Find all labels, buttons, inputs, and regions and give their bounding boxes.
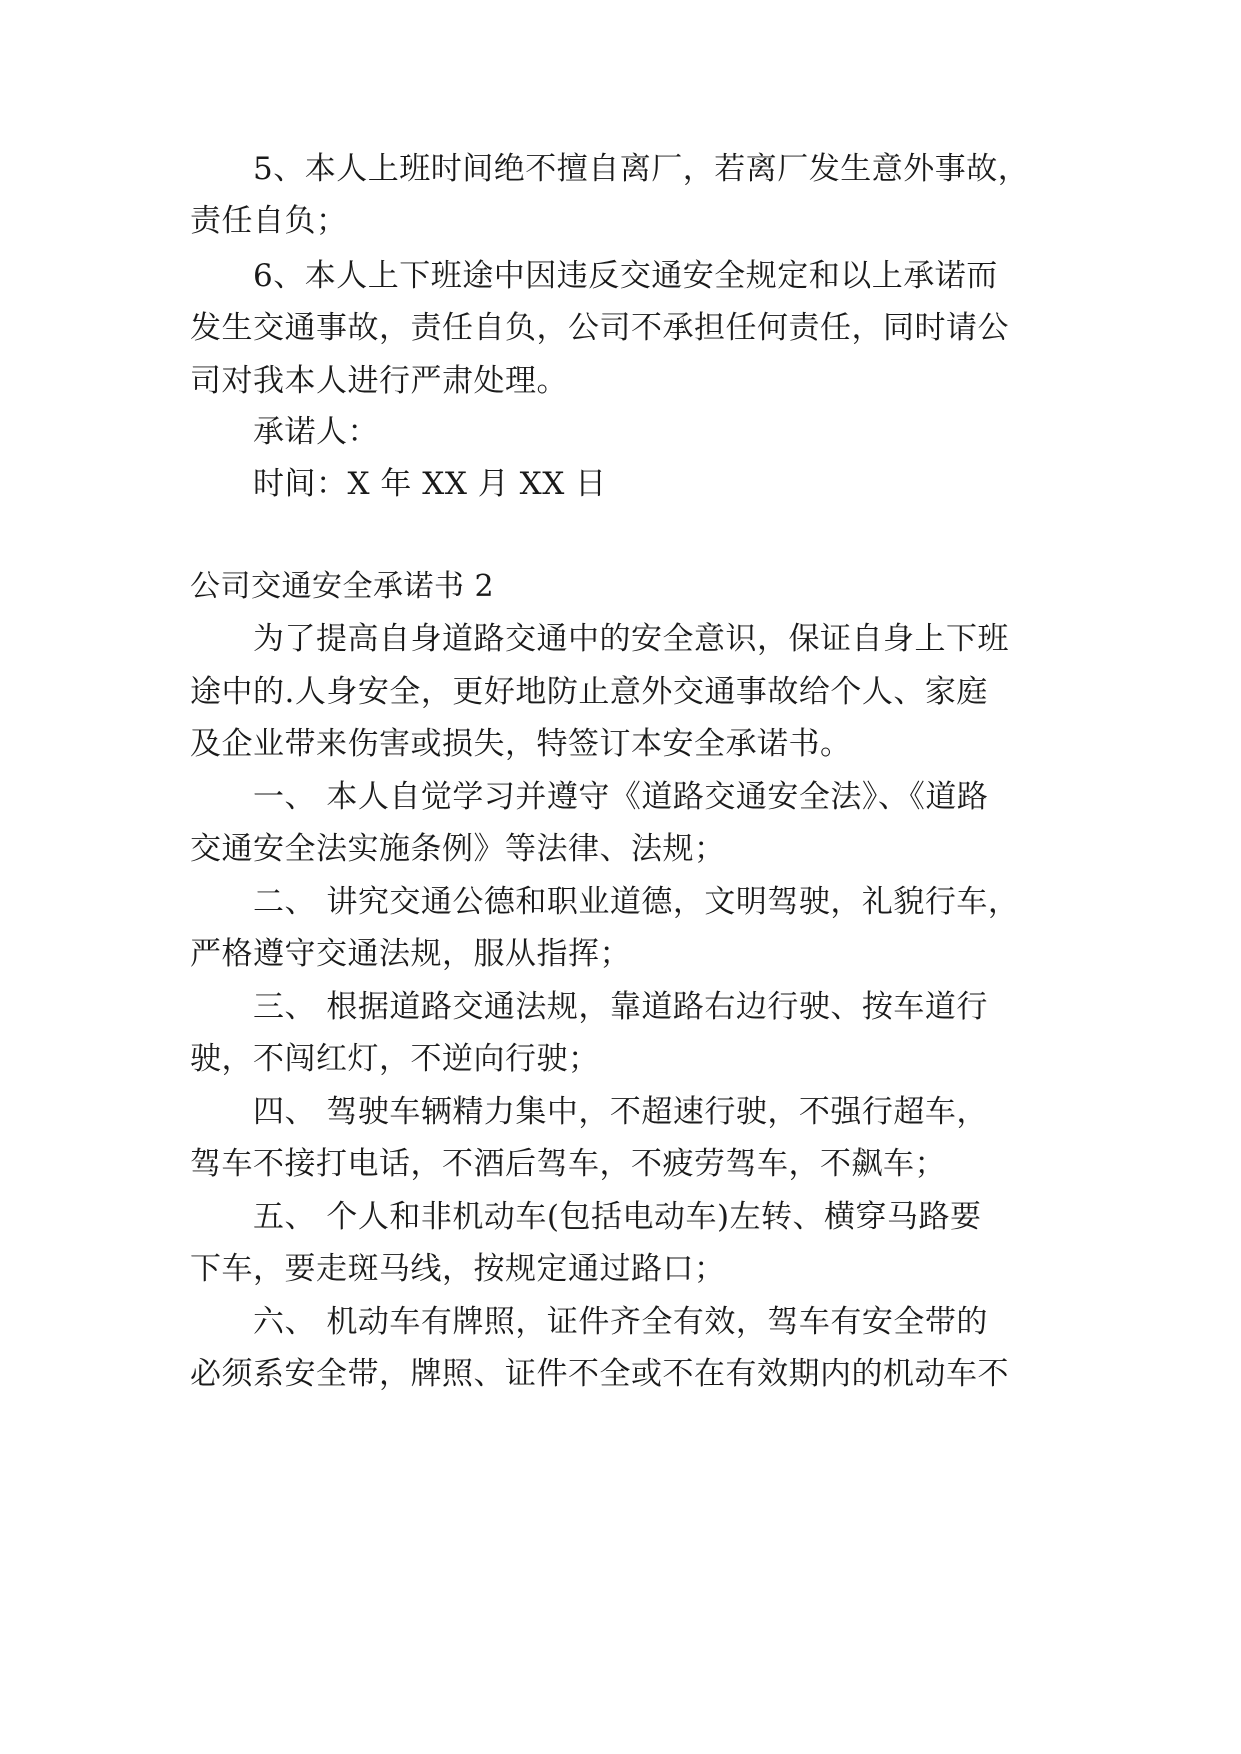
paragraph-line: 途中的.人身安全，更好地防止意外交通事故给个人、家庭 [190,674,988,710]
paragraph-line: 5、本人上班时间绝不擅自离厂，若离厂发生意外事故， [253,151,1030,187]
paragraph-line: 6、本人上下班途中因违反交通安全规定和以上承诺而 [253,258,998,294]
signatory-label: 承诺人： [253,414,379,450]
list-item-line: 驶，不闯红灯，不逆向行驶； [190,1041,600,1077]
paragraph-line: 司对我本人进行严肃处理。 [190,363,568,399]
paragraph-line: 责任自负； [190,203,348,239]
list-item-line: 严格遵守交通法规，服从指挥； [190,936,631,972]
list-item-line: 必须系安全带，牌照、证件不全或不在有效期内的机动车不 [190,1356,1009,1392]
list-item-line: 三、 根据道路交通法规，靠道路右边行驶、按车道行 [253,989,988,1025]
list-item-line: 六、 机动车有牌照，证件齐全有效，驾车有安全带的 [253,1304,988,1340]
list-item-line: 下车，要走斑马线，按规定通过路口； [190,1251,726,1287]
list-item-line: 五、 个人和非机动车(包括电动车)左转、横穿马路要 [253,1199,982,1235]
list-item-line: 交通安全法实施条例》等法律、法规； [190,831,726,867]
paragraph-line: 及企业带来伤害或损失，特签订本安全承诺书。 [190,726,852,762]
list-item-line: 二、 讲究交通公德和职业道德，文明驾驶，礼貌行车， [253,884,1020,920]
section-title: 公司交通安全承诺书 2 [190,569,495,604]
list-item-line: 四、 驾驶车辆精力集中，不超速行驶，不强行超车， [253,1094,988,1130]
list-item-line: 驾车不接打电话，不酒后驾车，不疲劳驾车，不飙车； [190,1146,946,1182]
list-item-line: 一、 本人自觉学习并遵守《道路交通安全法》、《道路 [253,779,989,815]
paragraph-line: 为了提高自身道路交通中的安全意识，保证自身上下班 [253,621,1009,657]
date-line: 时间：X 年 XX 月 XX 日 [253,466,607,502]
paragraph-line: 发生交通事故，责任自负，公司不承担任何责任，同时请公 [190,310,1009,346]
